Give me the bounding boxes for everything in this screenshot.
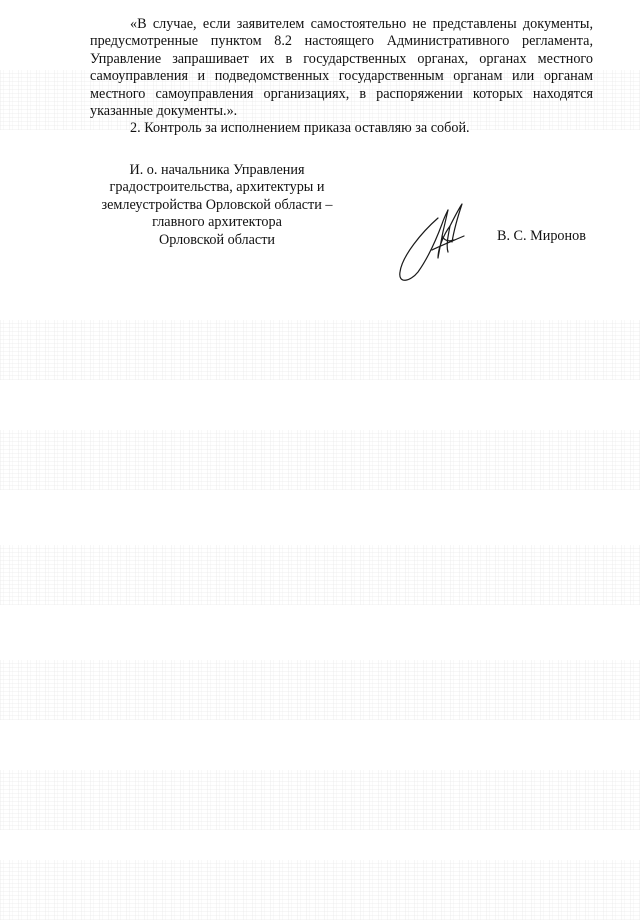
signatory-line: землеустройства Орловской области –	[101, 196, 333, 213]
paragraph-control: 2. Контроль за исполнением приказа оставляю за собой.	[130, 120, 470, 137]
scan-noise	[0, 545, 640, 605]
signatory-line: градостроительства, архитектуры и	[109, 179, 325, 196]
signatory-line: И. о. начальника Управления	[129, 162, 305, 178]
scan-noise	[0, 860, 640, 920]
handwritten-signature	[392, 196, 482, 288]
scan-noise	[0, 660, 640, 720]
paragraph-quote: «В случае, если заявителем самостоятельно не представлены документы, предусмотренные пунктом 8.2 настоящего Административного регламента, Управление запрашивает их в государственных органах, органах местного самоуправления и подведомственных государственным органам или органам местного самоуправления организациях, в распоряжении которых находятся указанные документы.».	[90, 16, 593, 120]
signer-name: В. С. Миронов	[497, 228, 586, 244]
signatory-line: Орловской области	[158, 231, 276, 248]
body-text	[90, 16, 593, 138]
signatory-title	[86, 162, 348, 249]
signatory-line: главного архитектора	[152, 214, 282, 231]
scan-noise	[0, 430, 640, 490]
scan-noise	[0, 770, 640, 830]
scan-noise	[0, 320, 640, 380]
